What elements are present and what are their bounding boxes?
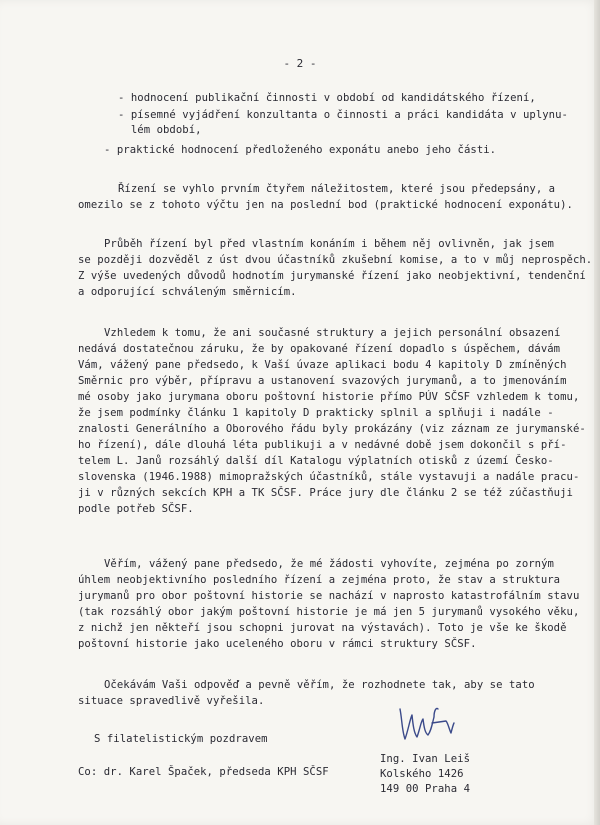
paragraph-line: znalosti Generálního a Oborového řádu byly prokázány (viz záznam ze jurymanské- <box>78 423 586 435</box>
paragraph-line: Vám, vážený pane předsedo, k Vaší úvaze aplikaci bodu 4 kapitoly D zmíněných <box>78 359 567 371</box>
copy-recipient: Co: dr. Karel Špaček, předseda KPH SČSF <box>78 766 329 778</box>
paragraph-line: mé osoby jako jurymana oboru poštovní historie přímo PÚV SČSF vzhledem k tomu, <box>78 391 580 403</box>
paragraph-line: že jsem podmínky článku 1 kapitoly D prakticky splnil a splňuji i nadále - <box>78 407 554 419</box>
paragraph-line: podle potřeb SČSF. <box>78 503 194 515</box>
bullet-item: - praktické hodnocení předloženého exponátu anebo jeho části. <box>104 144 497 156</box>
bullet-item-continuation: lém období, <box>118 124 202 136</box>
paragraph-line: (tak rozsáhlý obor jakým poštovní historie je má jen 5 jurymanů vysokého věku, <box>78 606 580 618</box>
handwritten-signature <box>396 703 456 745</box>
paragraph-line: Z výše uvedených důvodů hodnotím jurymanské řízení jako neobjektivní, tendenční <box>78 270 586 282</box>
paragraph-line: situace spravedlivě vyřešila. <box>78 695 265 707</box>
paragraph-line: slovenska (1946.1988) mimopražských účastníků, stále vystavuji a nadále pracu- <box>78 471 580 483</box>
sender-name: Ing. Ivan Leiš <box>380 753 470 765</box>
paragraph-line: ji v různých sekcích KPH a TK SČSF. Práce jury dle článku 2 se též zúčastňuji <box>78 487 573 499</box>
paragraph-line: Směrnic pro výběr, přípravu a ustanovení svazových jurymanů, a to jmenováním <box>78 375 567 387</box>
paragraph-line: jurymanů pro obor poštovní historie se nachází v naprosto katastrofálním stavu <box>78 590 580 602</box>
bullet-item: - písemné vyjádření konzultanta o činnosti a práci kandidáta v uplynu- <box>118 109 568 121</box>
paragraph-line: se později dozvěděl z úst dvou účastníků zkušební komise, a to v můj neprospěch. <box>78 254 593 266</box>
paragraph-line: úhlem neobjektivního posledního řízení a zejména proto, že stav a struktura <box>78 574 561 586</box>
closing-greeting: S filatelistickým pozdravem <box>94 733 268 745</box>
sender-city: 149 00 Praha 4 <box>380 783 470 795</box>
paragraph-line: Věřím, vážený pane předsedo, že mé žádosti vyhovíte, zejména po zorným <box>104 558 554 570</box>
paragraph-line: a odporující schváleným směrnicím. <box>78 286 297 298</box>
paragraph-line: Řízení se vyhlo prvním čtyřem náležitostem, které jsou předepsány, a <box>118 183 556 195</box>
paragraph-line: z nichž jen někteří jsou schopni jurovat na výstavách). Toto je vše ke škodě <box>78 622 567 634</box>
paragraph-line: poštovní historie jako uceleného oboru v rámci struktury SČSF. <box>78 638 477 650</box>
paragraph-line: Průběh řízení byl před vlastním konáním i během něj ovlivněn, jak jsem <box>104 238 554 250</box>
page-edge-shadow <box>594 0 600 825</box>
paragraph-line: Vzhledem k tomu, že ani současné struktury a jejich personální obsazení <box>104 327 561 339</box>
page-number: - 2 - <box>283 57 317 70</box>
paragraph-line: Očekávám Vaši odpověď a pevně věřím, že rozhodnete tak, aby se tato <box>104 679 535 691</box>
sender-street: Kolského 1426 <box>380 768 464 780</box>
paragraph-line: telem L. Janů rozsáhlý další díl Katalogu výplatních otisků z území Česko- <box>78 455 554 467</box>
paragraph-line: nedává dostatečnou záruku, že by opakované řízení dopadlo s úspěchem, dávám <box>78 343 561 355</box>
bullet-item: - hodnocení publikační činnosti v období od kandidátského řízení, <box>118 92 536 104</box>
paragraph-line: omezilo se z tohoto výčtu jen na poslední bod (praktické hodnocení exponátu). <box>78 199 573 211</box>
paragraph-line: ho řízení), dále dlouhá léta publikuji a v nedávné době jsem dokončil s pří- <box>78 439 567 451</box>
